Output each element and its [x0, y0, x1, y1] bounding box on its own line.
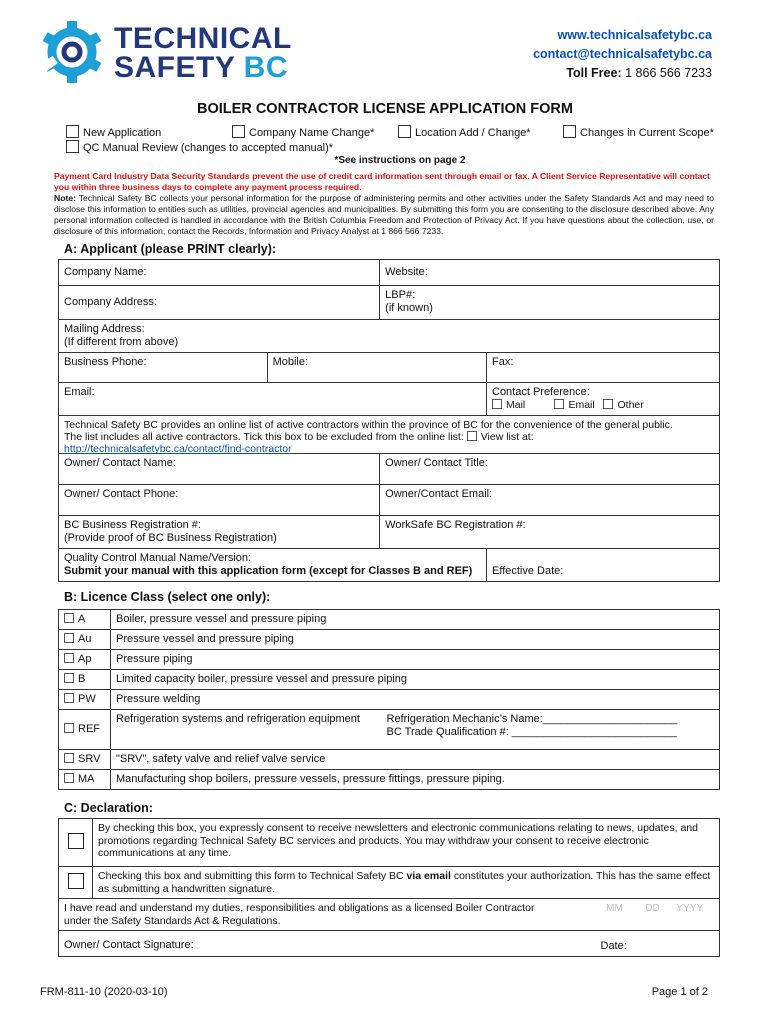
- email-authorization-checkbox-cell[interactable]: [59, 867, 93, 899]
- page-number: Page 1 of 2: [651, 986, 708, 998]
- effective-date-field[interactable]: Effective Date:: [487, 549, 720, 582]
- contact-block: [533, 26, 712, 83]
- company-name-field[interactable]: Company Name:: [59, 260, 380, 286]
- date-mm: MM: [596, 899, 634, 931]
- class-b[interactable]: B: [59, 670, 111, 690]
- class-ref[interactable]: REF: [59, 710, 111, 750]
- pref-email-checkbox[interactable]: [554, 399, 564, 409]
- class-ma-desc: Manufacturing shop boilers, pressure vessels, pressure fittings, pressure piping.: [111, 770, 720, 790]
- owner-phone-field[interactable]: Owner/ Contact Phone:: [59, 485, 380, 516]
- gear-logo-icon: [40, 20, 104, 84]
- class-pw[interactable]: PW: [59, 690, 111, 710]
- form-id: FRM-811-10 (2020-03-10): [40, 986, 168, 998]
- signature-field[interactable]: Owner/ Contact Signature:: [59, 931, 596, 957]
- online-list-notice: Technical Safety BC provides an online list of active contractors within the province of BC for the convenience of the general public. The list includes all active contractors. Tick this box to be excluded from the online list: View list at: http://technicalsafetybc.ca/contact/find-contractor: [59, 416, 720, 454]
- pci-notice: Payment Card Industry Data Security Standards prevent the use of credit card information sent through email or fax. A Client Service Representative will contact you within three business days to complete any payment process required.: [54, 171, 710, 192]
- mailing-address-field[interactable]: Mailing Address: (If different from above): [59, 320, 720, 353]
- consent-checkbox-cell[interactable]: [59, 819, 93, 867]
- bc-registration-field[interactable]: BC Business Registration #: (Provide proof of BC Business Registration): [59, 516, 380, 549]
- applicant-table: [58, 259, 720, 582]
- consent-text: By checking this box, you expressly consent to receive newsletters and electronic communications relating to news, updates, and promotions regarding Technical Safety BC services and products. You may withdraw your consent to receive electronic communications at any time.: [93, 819, 720, 867]
- class-au-desc: Pressure vessel and pressure piping: [111, 630, 720, 650]
- qc-manual-field[interactable]: Quality Control Manual Name/Version: Submit your manual with this application form (except for Classes B and REF): [59, 549, 487, 582]
- email-authorization-text: Checking this box and submitting this form to Technical Safety BC via email constitutes your authorization. This has the same effect as submitting a handwritten signature.: [93, 867, 720, 899]
- declaration-table: [58, 818, 720, 957]
- option-name-change[interactable]: Company Name Change*: [232, 125, 374, 139]
- class-ma[interactable]: MA: [59, 770, 111, 790]
- business-phone-field[interactable]: Business Phone:: [59, 353, 268, 383]
- lbp-field[interactable]: LBP#: (if known): [380, 286, 720, 320]
- option-qc-review[interactable]: QC Manual Review (changes to accepted manual)*: [66, 140, 333, 154]
- instructions-note: *See instructions on page 2: [334, 155, 466, 166]
- class-pw-desc: Pressure welding: [111, 690, 720, 710]
- owner-title-field[interactable]: Owner/ Contact Title:: [380, 454, 720, 485]
- checkbox[interactable]: [66, 125, 79, 138]
- class-ap-desc: Pressure piping: [111, 650, 720, 670]
- tollfree: Toll Free: 1 866 566 7233: [566, 66, 712, 80]
- date-field[interactable]: Date:: [596, 931, 720, 957]
- class-a[interactable]: A: [59, 610, 111, 630]
- class-ap[interactable]: Ap: [59, 650, 111, 670]
- date-dd: DD: [634, 899, 672, 931]
- class-b-desc: Limited capacity boiler, pressure vessel and pressure piping: [111, 670, 720, 690]
- checkbox[interactable]: [563, 125, 576, 138]
- company-address-field[interactable]: Company Address:: [59, 286, 380, 320]
- form-title: BOILER CONTRACTOR LICENSE APPLICATION FORM: [197, 101, 573, 117]
- class-au[interactable]: Au: [59, 630, 111, 650]
- worksafe-field[interactable]: WorkSafe BC Registration #:: [380, 516, 720, 549]
- owner-name-field[interactable]: Owner/ Contact Name:: [59, 454, 380, 485]
- class-srv[interactable]: SRV: [59, 750, 111, 770]
- email-link[interactable]: contact@technicalsafetybc.ca: [533, 47, 712, 61]
- checkbox[interactable]: [232, 125, 245, 138]
- owner-email-field[interactable]: Owner/Contact Email:: [380, 485, 720, 516]
- licence-class-table: [58, 609, 720, 790]
- class-a-desc: Boiler, pressure vessel and pressure piping: [111, 610, 720, 630]
- option-scope-change[interactable]: Changes in Current Scope*: [563, 125, 714, 139]
- section-c-title: C: Declaration:: [64, 801, 153, 815]
- contact-preference: Contact Preference: Mail Email Other: [487, 383, 720, 416]
- privacy-note: Note: Technical Safety BC collects your personal information for the purpose of administering permits and other activities under the Safety Standards Act and may need to disclose this information to entities such as utilities, provincial agencies and municipalities. By submitting this form you are consenting to the disclosure described above. Any personal information collected is handled in accordance with the British Columbia Freedom and Protection of Privacy Act. If you have questions about the collection, use, or disclosure of this information, contact the Records, Information and Privacy Analyst at 1 866 566 7233.: [54, 193, 714, 236]
- section-a-title: A: Applicant (please PRINT clearly):: [64, 242, 277, 256]
- date-yyyy: YYYY: [672, 899, 720, 931]
- class-ref-desc: Refrigeration systems and refrigeration equipment: [111, 710, 387, 750]
- find-contractor-link[interactable]: http://technicalsafetybc.ca/contact/find-contractor: [64, 443, 292, 455]
- logo-bc: BC: [243, 51, 288, 84]
- email-authorization-checkbox[interactable]: [68, 873, 84, 889]
- logo-safety: SAFETY: [114, 51, 235, 84]
- section-b-title: B: Licence Class (select one only):: [64, 590, 271, 604]
- option-new-application[interactable]: New Application: [66, 125, 161, 139]
- checkbox[interactable]: [66, 140, 79, 153]
- class-srv-desc: "SRV", safety valve and relief valve service: [111, 750, 720, 770]
- declaration-statement: I have read and understand my duties, responsibilities and obligations as a licensed Boiler Contractor under the Safety Standards Act & Regulations.: [59, 899, 596, 931]
- logo-line-1: TECHNICAL: [114, 22, 292, 55]
- fax-field[interactable]: Fax:: [487, 353, 720, 383]
- checkbox[interactable]: [398, 125, 411, 138]
- pref-mail-checkbox[interactable]: [492, 399, 502, 409]
- pref-other-checkbox[interactable]: [603, 399, 613, 409]
- exclude-list-checkbox[interactable]: [467, 431, 477, 441]
- website-field[interactable]: Website:: [380, 260, 720, 286]
- logo-line-2: [114, 53, 288, 82]
- logo: [40, 14, 300, 90]
- mobile-field[interactable]: Mobile:: [267, 353, 486, 383]
- email-field[interactable]: Email:: [59, 383, 487, 416]
- website-link[interactable]: www.technicalsafetybc.ca: [557, 28, 712, 42]
- ref-mechanic-fields[interactable]: Refrigeration Mechanic’s Name:______________________ BC Trade Qualification #: ___________________________: [387, 710, 720, 750]
- option-location-change[interactable]: Location Add / Change*: [398, 125, 531, 139]
- consent-checkbox[interactable]: [68, 833, 84, 849]
